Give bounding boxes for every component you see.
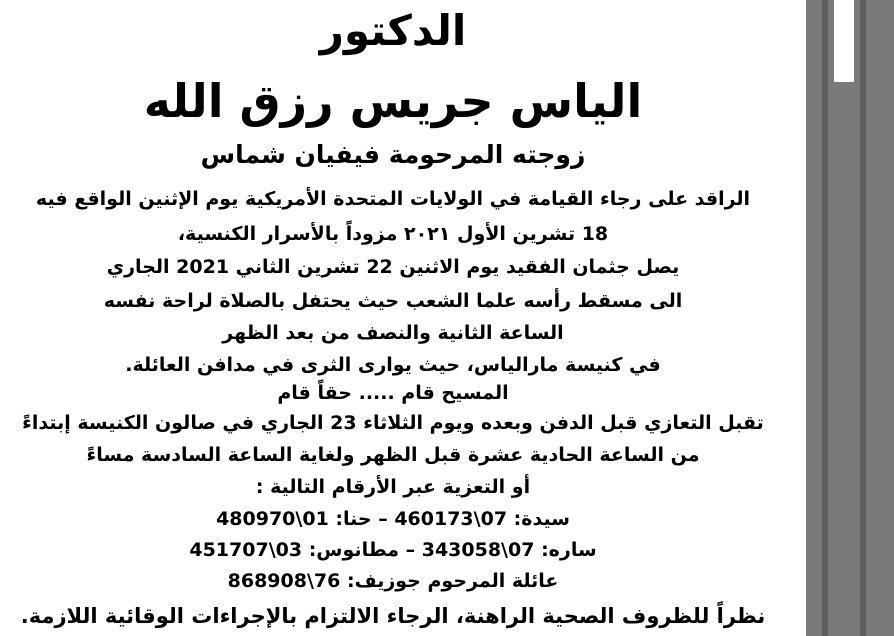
spouse-line: زوجته المرحومة فيفيان شماس: [200, 140, 586, 169]
text-line-10: أو التعزية عبر الأرقام التالية :: [255, 476, 531, 498]
side-strip: [806, 0, 894, 636]
side-stripe-left: [822, 0, 828, 636]
text-line-1: الراقد على رجاء القيامة في الولايات المتحدة الأمريكية يوم الإثنين الواقع فيه: [35, 188, 751, 210]
side-stripe-right: [860, 0, 866, 636]
text-line-4: الى مسقط رأسه علما الشعب حيث يحتفل بالصلاة لراحة نفسه: [103, 290, 683, 312]
text-line-2: 18 تشرين الأول ٢٠٢١ مزوداً بالأسرار الكنسية،: [177, 223, 609, 245]
text-line-8: تقبل التعازي قبل الدفن وبعده ويوم الثلاثاء 23 الجاري في صالون الكنيسة إبتداءً: [22, 412, 764, 434]
phone-line-1: سيدة: 07\460173 – حنا: 01\480970: [216, 508, 570, 530]
phone-line-3: عائلة المرحوم جوزيف: 76\868908: [227, 570, 559, 592]
side-white-bar: [834, 0, 854, 82]
text-line-6: في كنيسة مارالياس، حيث يوارى الثرى في مدافن العائلة.: [125, 354, 661, 376]
phone-line-2: ساره: 07\343058 – مطانوس: 03\451707: [189, 539, 597, 561]
health-notice-footer: نظراً للظروف الصحية الراهنة، الرجاء الالتزام بالإجراءات الوقائية اللازمة.: [20, 604, 766, 628]
deceased-name: الياس جريس رزق الله: [143, 74, 643, 128]
text-line-7: المسيح قام ..... حقاً قام: [277, 382, 509, 404]
text-line-5: الساعة الثانية والنصف من بعد الظهر: [222, 322, 564, 344]
notice-title: الدكتور: [319, 6, 467, 55]
text-line-3: يصل جثمان الفقيد يوم الاثنين 22 تشرين الثاني 2021 الجاري: [106, 256, 680, 278]
text-line-9: من الساعة الحادية عشرة قبل الظهر ولغاية الساعة السادسة مساءً: [86, 444, 700, 466]
